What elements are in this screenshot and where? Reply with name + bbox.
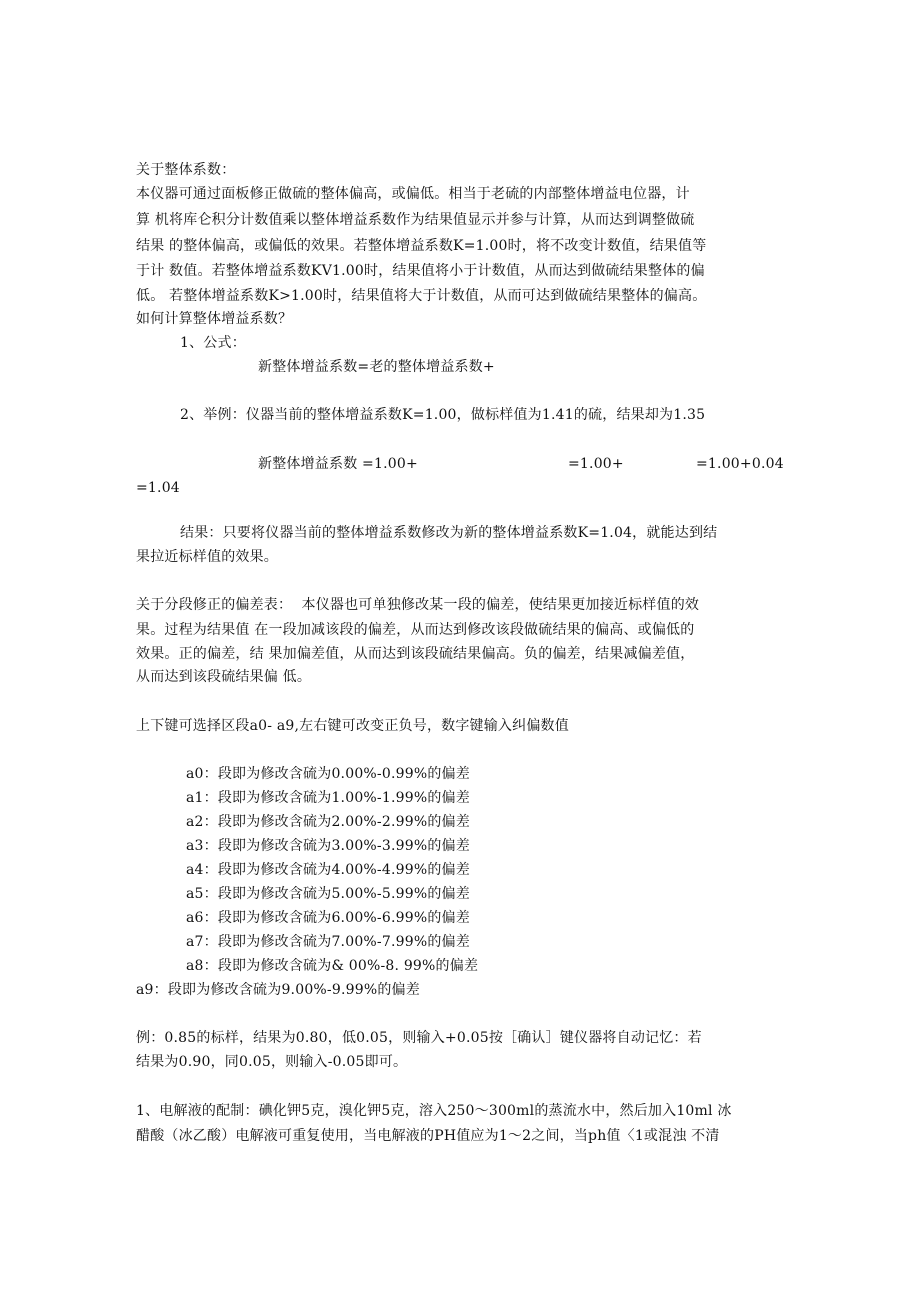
- segment-item-a5: a5：段即为修改含硫为5.00%-5.99%的偏差: [186, 886, 470, 902]
- example-label: 2、举例：仪器当前的整体增益系数K=1.00，做标样值为1.41的硫，结果却为1.35: [180, 407, 706, 423]
- overall-para-line-4: 于计 数值。若整体增益系数KV1.00时，结果值将小于计数值，从而达到做硫结果整体的偏: [136, 263, 705, 279]
- segment-item-a2: a2：段即为修改含硫为2.00%-2.99%的偏差: [186, 814, 470, 830]
- formula-label: 1、公式：: [180, 335, 246, 351]
- example-calc-part-2: =1.00+: [568, 456, 624, 472]
- segment-item-a1: a1：段即为修改含硫为1.00%-1.99%的偏差: [186, 790, 470, 806]
- segment-example-line-2: 结果为0.90，同0.05，则输入-0.05即可。: [136, 1054, 408, 1070]
- segment-example-line-1: 例：0.85的标样，结果为0.80，低0.05，则输入+0.05按［确认］键仪器将自动记忆：若: [136, 1030, 702, 1046]
- segment-item-a0: a0：段即为修改含硫为0.00%-0.99%的偏差: [186, 766, 470, 782]
- section-title-overall: 关于整体系数：: [136, 162, 236, 178]
- overall-para-line-1: 本仪器可通过面板修正做硫的整体偏高，或偏低。相当于老硫的内部整体增益电位器，计: [136, 186, 690, 202]
- example-calc-part-4: =1.04: [136, 480, 180, 496]
- example-calc-part-3: =1.00+0.04: [696, 456, 784, 472]
- overall-para-line-3: 结果 的整体偏高，或偏低的效果。若整体增益系数K=1.00时，将不改变计数值，结果值等: [136, 238, 707, 254]
- segment-para-line-3: 效果。正的偏差，结 果加偏差值，从而达到该段硫结果偏高。负的偏差，结果减偏差值，: [136, 646, 695, 662]
- segment-item-a4: a4：段即为修改含硫为4.00%-4.99%的偏差: [186, 862, 470, 878]
- segment-para-line-4: 从而达到该段硫结果偏 低。: [136, 669, 312, 685]
- example-calc-part-1: 新整体增益系数 =1.00+: [258, 456, 418, 472]
- segment-item-a9: a9：段即为修改含硫为9.00%-9.99%的偏差: [136, 982, 420, 998]
- segment-item-a3: a3：段即为修改含硫为3.00%-3.99%的偏差: [186, 838, 470, 854]
- how-to-calc-title: 如何计算整体增益系数？: [136, 311, 293, 327]
- segment-item-a7: a7：段即为修改含硫为7.00%-7.99%的偏差: [186, 934, 470, 950]
- electrolyte-line-2: 醋酸（冰乙酸）电解液可重复使用，当电解液的PH值应为1〜2之间，当ph值〈1或混浊 不清: [136, 1128, 720, 1144]
- segment-para-line-2: 果。过程为结果值 在一段加减该段的偏差，从而达到修改该段做硫结果的偏高、或偏低的: [136, 622, 695, 638]
- keys-instruction: 上下键可选择区段a0- a9,左右键可改变正负号，数字键输入纠偏数值: [136, 718, 569, 734]
- overall-para-line-2: 算 机将库仑积分计数值乘以整体增益系数作为结果值显示并参与计算，从而达到调整做硫: [136, 212, 695, 228]
- segment-item-a6: a6：段即为修改含硫为6.00%-6.99%的偏差: [186, 910, 470, 926]
- formula-text: 新整体增益系数=老的整体增益系数+: [258, 359, 495, 375]
- electrolyte-line-1: 1、电解液的配制：碘化钾5克，溴化钾5克，溶入250〜300ml的蒸流水中，然后加入10ml 冰: [136, 1103, 732, 1119]
- segment-para-line-1: 关于分段修正的偏差表： 本仪器也可单独修改某一段的偏差，使结果更加接近标样值的效: [136, 597, 700, 613]
- segment-item-a8: a8：段即为修改含硫为& 00%-8. 99%的偏差: [186, 958, 479, 974]
- overall-para-line-5: 低。 若整体增益系数K>1.00时，结果值将大于计数值，从而可达到做硫结果整体的偏高。: [136, 288, 707, 304]
- result-line-2: 果拉近标样值的效果。: [136, 549, 278, 565]
- result-line-1: 结果：只要将仪器当前的整体增益系数修改为新的整体增益系数K=1.04，就能达到结: [180, 525, 718, 541]
